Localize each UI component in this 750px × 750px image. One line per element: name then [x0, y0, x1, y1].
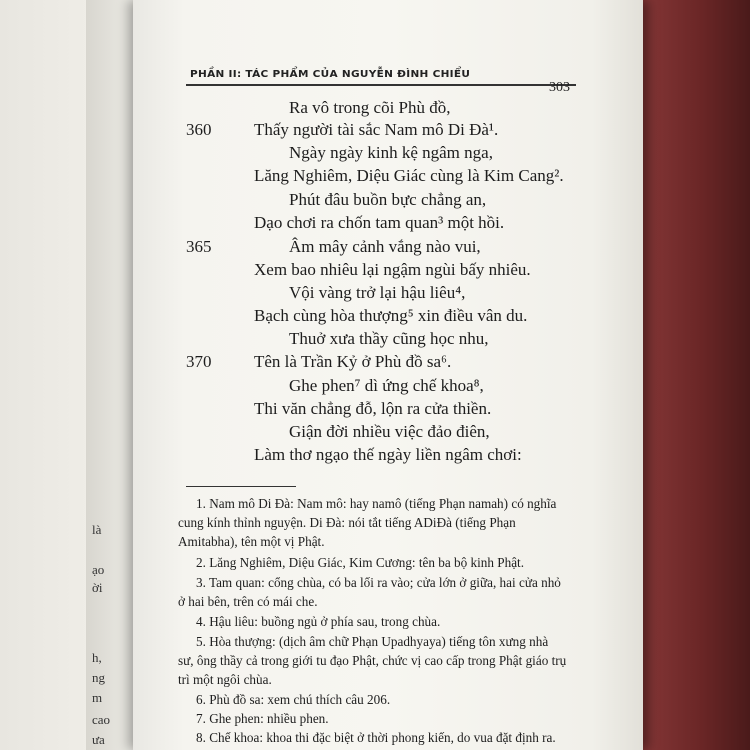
verse-line: Lăng Nghiêm, Diệu Giác cùng là Kim Cang². [254, 166, 564, 185]
verse-line: Làm thơ ngạo thế ngày liền ngâm chơi: [254, 445, 522, 464]
footnote-line: ở hai bên, trên có mái che. [178, 594, 318, 610]
verse-line: Xem bao nhiêu lại ngậm ngùi bấy nhiêu. [254, 260, 531, 279]
background-right-cover [630, 0, 750, 750]
footnote [196, 553, 591, 572]
verse-line: Thấy người tài sắc Nam mô Di Đà¹. [254, 120, 499, 139]
verse-line: Thuở xưa thầy cũng học nhu, [289, 329, 489, 348]
verse-line: Ghe phen⁷ dì ứng chế khoa⁸, [289, 376, 484, 395]
verse-line: Dạo chơi ra chốn tam quan³ một hồi. [254, 213, 505, 232]
left-page-fragment: cao [92, 712, 111, 727]
footnote-line: 8. Chế khoa: khoa thi đặc biệt ở thời phong kiến, do vua đặt định ra. [196, 730, 556, 745]
verse-line: Tên là Trần Kỷ ở Phù đồ sa⁶. [254, 352, 452, 371]
footnote-line: 1. Nam mô Di Đà: Nam mô: hay namô (tiếng Phạn namah) có nghĩa [196, 496, 557, 511]
verse-line: Phút đâu buồn bực chẳng an, [289, 190, 487, 209]
footnote [178, 573, 591, 611]
left-page-fragment: ưa [92, 732, 105, 747]
line-number: 360 [186, 120, 212, 139]
verse-line: Thi văn chẳng đỗ, lộn ra cửa thiền. [254, 399, 492, 418]
footnote-line: sư, ông thầy cả trong giới tu đạo Phật, chức vị cao cấp trong Phật giáo trụ [178, 653, 567, 669]
left-page-fragment: ạo [92, 562, 105, 577]
footnote [196, 709, 591, 728]
left-page-edge [86, 0, 136, 750]
footnote-rule [186, 486, 296, 487]
left-page-fragment: m [92, 690, 103, 705]
footnote [196, 612, 591, 631]
line-number: 365 [186, 237, 212, 256]
footnote-line: 2. Lăng Nghiêm, Diệu Giác, Kim Cương: tên ba bộ kinh Phật. [196, 555, 525, 570]
verse-line: Vội vàng trở lại hậu liêu⁴, [289, 283, 466, 302]
footnote-line: cung kính thỉnh nguyện. Di Đà: nói tắt tiếng ADiĐà (tiếng Phạn [178, 515, 516, 531]
left-page-fragment: ời [92, 580, 103, 595]
left-page-fragment: h, [92, 650, 102, 665]
running-header: PHẦN II: TÁC PHẨM CỦA NGUYỄN ĐÌNH CHIỂU [190, 68, 471, 80]
verse-line: Giận đời nhiều việc đảo điên, [289, 422, 490, 441]
footnote [196, 728, 591, 747]
footnote [196, 690, 591, 709]
line-number: 370 [186, 352, 212, 371]
footnote [178, 494, 591, 551]
footnote-line: 5. Hòa thượng: (dịch âm chữ Phạn Upadhyaya) tiếng tôn xưng nhà [196, 634, 549, 649]
header-rule [186, 84, 576, 86]
footnote-line: 3. Tam quan: cổng chùa, có ba lối ra vào; cửa lớn ở giữa, hai cửa nhỏ [196, 575, 561, 590]
left-page-fragment: ng [92, 670, 105, 685]
verse-line: Ra vô trong cõi Phù đồ, [289, 98, 451, 117]
verse-line: Âm mây cảnh vắng nào vui, [289, 237, 481, 256]
footnote-line: 7. Ghe phen: nhiều phen. [196, 711, 329, 726]
footnote-line: 6. Phù đồ sa: xem chú thích câu 206. [196, 692, 391, 707]
footnote-line: trì một ngôi chùa. [178, 672, 272, 688]
verse-line: Bạch cùng hòa thượng⁵ xin điều vân du. [254, 306, 528, 325]
footnote-line: Amitabha), tên một vị Phật. [178, 534, 325, 550]
footnote [178, 632, 591, 689]
verse-line: Ngày ngày kinh kệ ngâm nga, [289, 143, 493, 162]
left-page-fragment: là [92, 522, 102, 537]
page-number: 303 [549, 80, 570, 95]
footnote-line: 4. Hậu liêu: buồng ngủ ở phía sau, trong chùa. [196, 614, 441, 629]
